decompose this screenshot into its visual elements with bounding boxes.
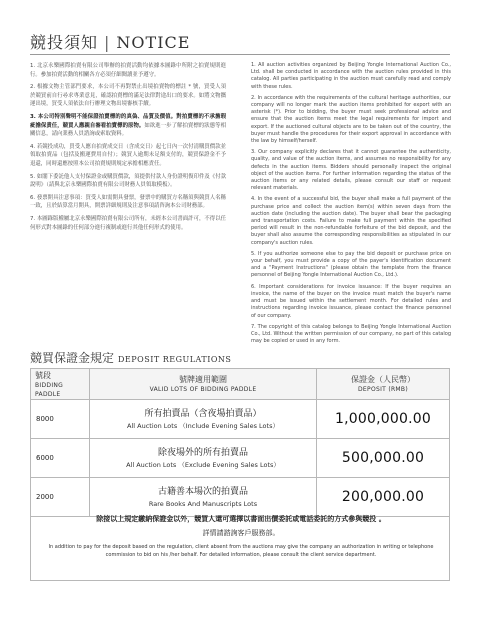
notice-item-zh: 6. 發票開具注意事項：買受人如需開具發票，發票中的購買方名稱須與競買人名稱一致，且於結算當月開具，開票詳細規則及注意事項請咨詢本公司財務部。 xyxy=(30,194,226,210)
paddle-number: 8000 xyxy=(31,400,90,439)
paddle-number: 6000 xyxy=(31,439,90,478)
notice-item-en: 3. Our company explicitly declares that it cannot guarantee the authenticity, quality, and value of the auction items, and assumes no responsibility for any defects in the auction items. Bidders should personally inspect the original object of the auction items. For further information regarding the status of the auction items or any related details, please consult our staff or request relevant materials. xyxy=(251,149,451,192)
deposit-amount: 1,000,000.00 xyxy=(317,400,450,439)
deposit-table xyxy=(30,368,450,517)
lot-range-en: All Auction Lots （Include Evening Sales Lots） xyxy=(127,421,279,430)
lot-range-zh: 古籍善本場次的拍賣品 xyxy=(157,486,248,497)
page-title-zh: 競投須知 xyxy=(30,33,99,52)
notice-item-zh: 2. 根據文物主管部門要求，本公司不再對禁止出境拍賣物的標註 * 號，買受人須於競買前自行尋求專業意見，確認拍賣標的滿足法律對途出口的要求。如將文物攜運出境，買受人須依法自行辦理文物出境審核手續。 xyxy=(30,84,226,108)
header-paddle xyxy=(31,369,90,400)
notice-item-zh: 5. 如閣下委託他人支付保證金或購買價款，須提供付款人身份證明復印件及《付款說明》（請與北京永樂國際拍賣有限公司財務人員領取模板）。 xyxy=(30,173,226,189)
notice-item-zh: 1. 北京永樂國際拍賣有限公司舉辦的拍賣活動均依據本圖錄中所附之拍賣規則進行。參加拍賣活動的相關各方必須仔細閱讀並予遵守。 xyxy=(30,63,226,78)
page-title xyxy=(30,30,190,53)
deposit-section-title xyxy=(30,347,231,366)
notice-item-en: 1. All auction activities organized by Beijing Yongle International Auction Co., Ltd. shall be conducted in accordance with the auction rules provided in this catalog. All parties participating in the auction must carefully read and comply with these rules. xyxy=(251,62,451,90)
notice-item-zh xyxy=(30,113,226,139)
notice-item-zh-bold: 3. 本公司特別聲明不能保證拍賣標的的真偽、品質及價值。對拍賣標的不承擔瑕疵擔保責任，競買人應親自審看拍賣標的原物。 xyxy=(30,113,226,129)
header-range-zh: 號牌適用範圍 xyxy=(179,375,227,384)
page-title-en: NOTICE xyxy=(116,33,191,52)
header-paddle-en: BIDDING PADDLE xyxy=(35,381,64,398)
notice-item-en: 6. Important considerations for invoice issuance: If the buyer requires an invoice, the name of the buyer on the invoice must match the buyer's name and must be issued within the settlement month. For detailed rules and instructions regarding invoice issuance, please contact the finance personnel of our company. xyxy=(251,283,451,319)
notice-item-en: 7. The copyright of this catalog belongs to Beijing Yongle International Auction Co., Ltd. Without the written permission of our company, no part of this catalog may be copied or used in any form. xyxy=(251,323,451,345)
header-deposit-en: DEPOSIT (RMB) xyxy=(358,386,408,393)
deposit-note-box xyxy=(30,506,450,581)
notice-item-en: 5. If you authorize someone else to pay the bid deposit or purchase price on your behalf, you must provide a copy of the payer's identification document and a "Payment Instructions" (please obtain the template from the finance personnel of Beijing Yongle International Auction Co., Ltd.). xyxy=(251,250,451,279)
deposit-title-zh: 競買保證金規定 xyxy=(30,351,115,365)
notice-item-en: 4. In the event of a successful bid, the buyer shall make a full payment of the purchase price and collect the auction item(s) within seven days from the auction date (including the auction date). The buyer shall bear the packaging and transportation costs. Failure to make full payment within the specified period will result in the non-refundable forfeiture of the bid deposit, and the buyer shall also assume the corresponding responsibilities as stipulated in our company's auction rules. xyxy=(251,196,451,246)
deposit-note-en: In addition to pay for the deposit based on the regulation, client absent from the auctions may give the company an authorization in writing or telephone commission to bid on his /her behalf. For detailed information, please consult the client service department. xyxy=(48,544,434,558)
lot-range-zh: 所有拍賣品（含夜場拍賣品） xyxy=(144,408,262,419)
header-range-en: VALID LOTS OF BIDDING PADDLE xyxy=(149,386,257,393)
deposit-title-en: DEPOSIT REGULATIONS xyxy=(118,355,232,364)
title-divider xyxy=(30,54,450,55)
lot-range xyxy=(90,439,317,478)
header-paddle-zh: 號段 xyxy=(35,370,51,380)
notice-item-zh-cont: 如欲進一步了解拍賣標的狀態等相關信息，請向業務人員諮詢或索取資料。 xyxy=(30,122,226,138)
deposit-note-zh-contact: 詳情請諮詢客戶服務部。 xyxy=(202,529,280,537)
deposit-note-zh: 除接以上規定繳納保證金以外，競買人還可選擇以書面出價委託或電話委託的方式參與競投 。 xyxy=(96,515,386,523)
header-deposit xyxy=(317,369,450,400)
header-range xyxy=(90,369,317,400)
deposit-table-header xyxy=(31,369,450,400)
deposit-amount: 200,000.00 xyxy=(317,478,450,517)
notice-column-en xyxy=(251,62,451,349)
table-row xyxy=(31,400,450,439)
lot-range-en: All Auction Lots （Exclude Evening Sales Lots） xyxy=(126,460,280,469)
lot-range-zh: 除夜場外的所有拍賣品 xyxy=(157,447,248,458)
title-separator: | xyxy=(104,33,111,52)
notice-column-zh xyxy=(30,62,226,236)
lot-range-en: Rare Books And Manuscripts Lots xyxy=(148,499,258,508)
header-deposit-zh: 保證金（人民幣） xyxy=(351,375,415,384)
table-row xyxy=(31,439,450,478)
paddle-number: 2000 xyxy=(31,478,90,517)
notice-item-zh: 7. 本圖錄版權屬北京永樂國際拍賣有限公司所有，未經本公司書面許可，不得以任何形式對本圖錄的任何部分進行複制或進行其他任何形式的使用。 xyxy=(30,215,226,231)
lot-range xyxy=(90,400,317,439)
notice-item-en: 2. In accordance with the requirements of the cultural heritage authorities, our company will no longer mark the auction items prohibited for export with an asterisk (*). Prior to bidding, the buyer must seek professional advice and ensure that the auction items meet the legal requirements for import and export. If the auctioned cultural objects are to be taken out of the country, the buyer must handle the procedures for their export approval in accordance with the law by himself/herself. xyxy=(251,94,451,145)
notice-item-zh: 4. 若競投成功，買受人應自拍賣成交日（含成交日）起七日內一次付清購買價款並領取拍賣品（包括及搬運費用自付）；競買人逾期未足額支付的，競買保證金不予退還，同時還應按照本公司拍賣規則規定承擔相應責任。 xyxy=(30,143,226,167)
deposit-amount: 500,000.00 xyxy=(317,439,450,478)
